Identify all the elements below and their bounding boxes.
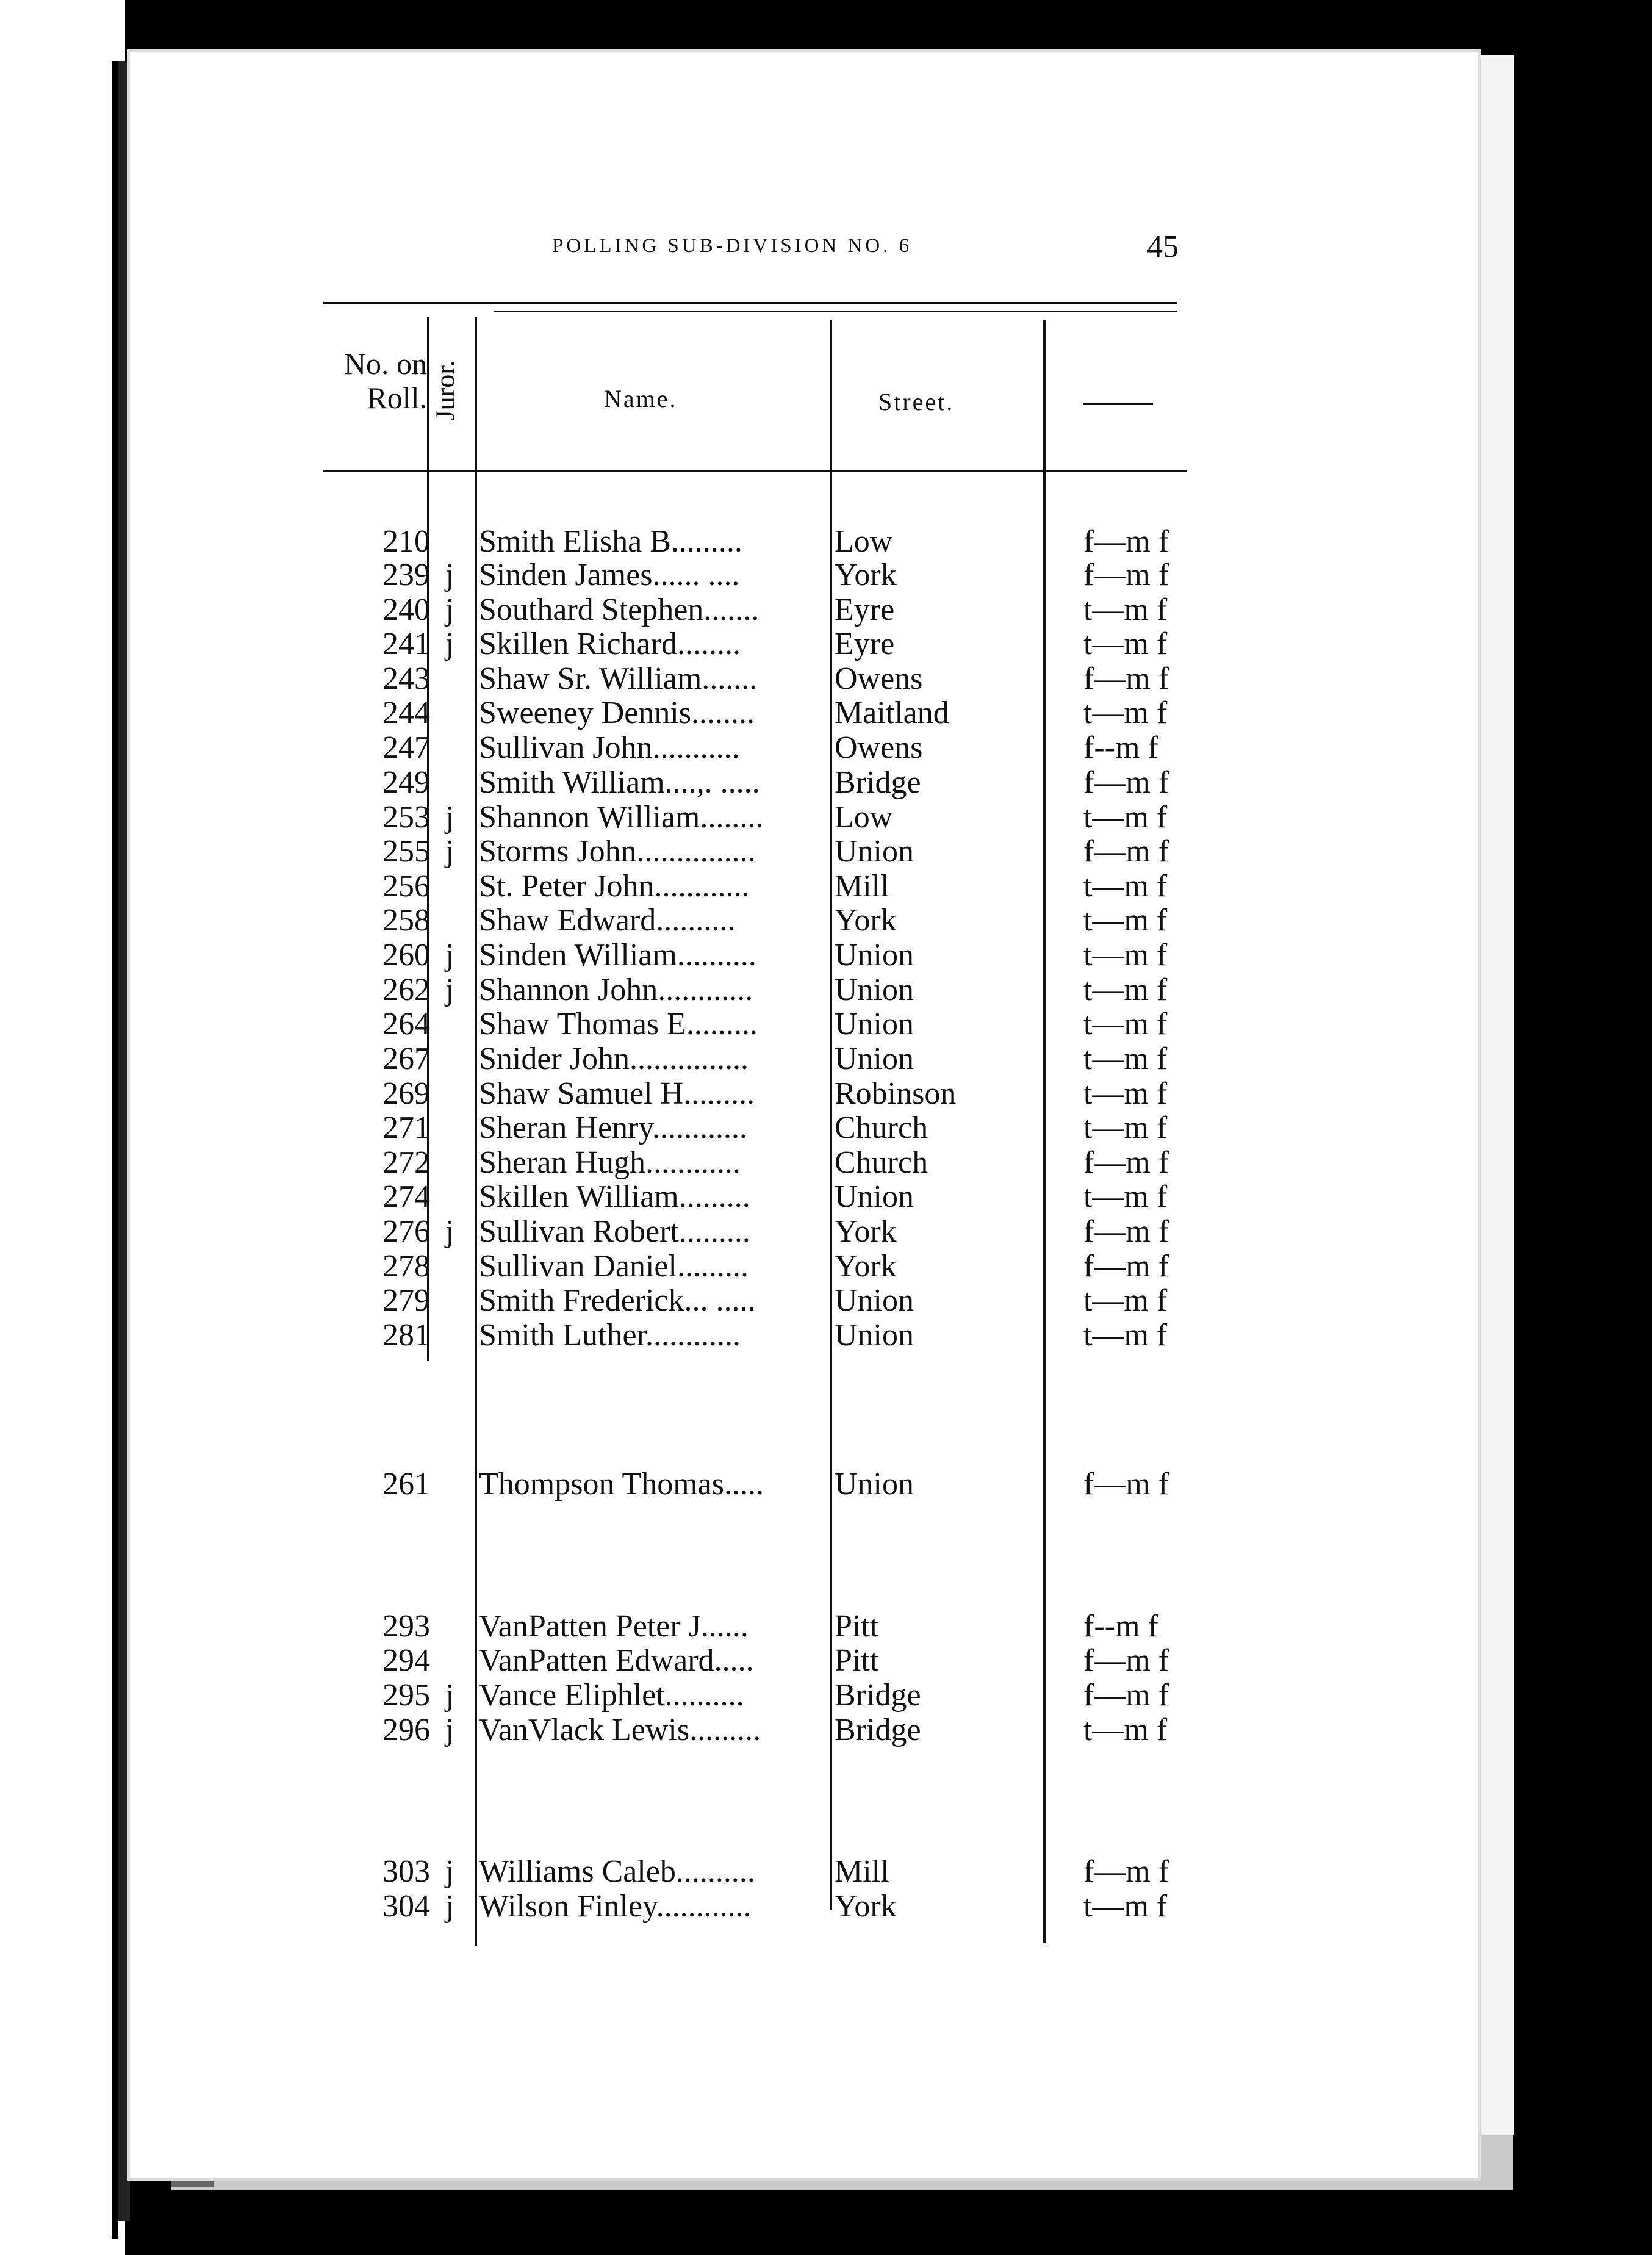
juror-mark: j xyxy=(445,834,454,869)
voter-name: Shaw Thomas E......... xyxy=(479,1007,758,1041)
street-name: Union xyxy=(835,1283,914,1318)
voter-name: Thompson Thomas..... xyxy=(479,1467,764,1502)
voter-name: Sullivan Daniel......... xyxy=(479,1249,749,1284)
qualification-code: t—m f xyxy=(1083,1283,1168,1318)
qualification-code: f—m f xyxy=(1083,1854,1169,1889)
street-name: Pitt xyxy=(835,1643,879,1678)
voter-name: Smith Frederick... ..... xyxy=(479,1283,756,1318)
street-name: Mill xyxy=(835,869,889,904)
qualification-code: t—m f xyxy=(1083,903,1168,938)
roll-number: 279 xyxy=(382,1283,430,1318)
qualification-code: t—m f xyxy=(1083,1889,1168,1924)
qualification-code: t—m f xyxy=(1083,973,1168,1007)
qualification-code: t—m f xyxy=(1083,1076,1168,1111)
juror-mark: j xyxy=(445,1889,454,1924)
page-number: 45 xyxy=(1147,229,1179,264)
voter-name: Shaw Edward.......... xyxy=(479,903,736,938)
voter-name: Shannon William........ xyxy=(479,800,764,835)
qualification-code: f—m f xyxy=(1083,1643,1169,1678)
street-name: Eyre xyxy=(835,627,895,661)
juror-mark: j xyxy=(445,1713,454,1747)
roll-number: 243 xyxy=(382,661,430,696)
qualification-code: t—m f xyxy=(1083,696,1168,730)
juror-mark: j xyxy=(445,1854,454,1889)
voter-name: Smith Luther............ xyxy=(479,1318,741,1353)
roll-number: 295 xyxy=(382,1678,430,1713)
street-name: Mill xyxy=(835,1854,889,1889)
street-name: York xyxy=(835,1889,897,1924)
qualification-code: t—m f xyxy=(1083,1318,1168,1353)
voter-name: Storms John............... xyxy=(479,834,756,869)
roll-number: 278 xyxy=(382,1249,430,1284)
qualification-code: f--m f xyxy=(1083,1609,1158,1644)
juror-mark: j xyxy=(445,1678,454,1713)
voter-name: Sullivan Robert......... xyxy=(479,1214,750,1249)
street-name: Church xyxy=(835,1110,928,1145)
qualification-code: t—m f xyxy=(1083,592,1168,627)
street-name: Pitt xyxy=(835,1609,879,1644)
qualification-code: f—m f xyxy=(1083,524,1169,559)
street-name: Bridge xyxy=(835,765,921,800)
juror-mark: j xyxy=(445,973,454,1007)
running-head: POLLING SUB-DIVISION NO. 6 xyxy=(552,235,913,257)
voter-name: Skillen Richard........ xyxy=(479,627,741,661)
street-name: York xyxy=(835,1249,897,1284)
juror-mark: j xyxy=(445,627,454,661)
column-header-name: Name. xyxy=(604,385,678,412)
roll-number: 267 xyxy=(382,1041,430,1076)
voter-name: Snider John............... xyxy=(479,1041,749,1076)
voter-name: St. Peter John............ xyxy=(479,869,750,904)
roll-number: 272 xyxy=(382,1145,430,1180)
street-name: Union xyxy=(835,834,914,869)
roll-number: 304 xyxy=(382,1889,430,1924)
roll-number: 303 xyxy=(382,1854,430,1889)
voter-name: Sheran Hugh............ xyxy=(479,1145,741,1180)
street-name: Church xyxy=(835,1145,928,1180)
voter-name: VanPatten Edward..... xyxy=(479,1643,754,1678)
voter-name: Wilson Finley............ xyxy=(479,1889,752,1924)
voter-name: Sinden James...... .... xyxy=(479,558,740,592)
juror-mark: j xyxy=(445,938,454,973)
roll-number: 258 xyxy=(382,903,430,938)
column-header-street: Street. xyxy=(878,388,955,415)
roll-number: 249 xyxy=(382,765,430,800)
street-name: Owens xyxy=(835,730,923,765)
voter-name: Sinden William.......... xyxy=(479,938,756,973)
qualification-code: f—m f xyxy=(1083,1214,1169,1249)
street-name: Low xyxy=(835,800,893,835)
voter-name: Southard Stephen....... xyxy=(479,592,760,627)
street-name: Low xyxy=(835,524,893,559)
roll-number: 294 xyxy=(382,1643,430,1678)
juror-mark: j xyxy=(445,558,454,592)
street-name: Union xyxy=(835,1318,914,1353)
roll-number: 244 xyxy=(382,696,430,730)
column-header-no-on-roll-line2: Roll. xyxy=(367,381,427,415)
juror-mark: j xyxy=(445,800,454,835)
street-name: Union xyxy=(835,1007,914,1041)
qualification-code: t—m f xyxy=(1083,627,1168,661)
voter-name: VanVlack Lewis......... xyxy=(479,1713,761,1747)
street-name: Union xyxy=(835,1179,914,1214)
street-name: Bridge xyxy=(835,1713,921,1747)
qualification-code: f—m f xyxy=(1083,661,1169,696)
qualification-code: t—m f xyxy=(1083,1041,1168,1076)
roll-number: 239 xyxy=(382,558,430,592)
qualification-code: f—m f xyxy=(1083,834,1169,869)
qualification-code: f—m f xyxy=(1083,765,1169,800)
street-name: York xyxy=(835,558,897,592)
street-name: Bridge xyxy=(835,1678,921,1713)
qualification-code: t—m f xyxy=(1083,1007,1168,1041)
roll-number: 274 xyxy=(382,1179,430,1214)
qualification-code: t—m f xyxy=(1083,869,1168,904)
juror-mark: j xyxy=(445,592,454,627)
voter-name: Vance Eliphlet.......... xyxy=(479,1678,744,1713)
street-name: Union xyxy=(835,973,914,1007)
voter-name: Shannon John............ xyxy=(479,973,753,1007)
roll-number: 276 xyxy=(382,1214,430,1249)
roll-number: 269 xyxy=(382,1076,430,1111)
voter-name: Smith William....,. ..... xyxy=(479,765,760,800)
street-name: Owens xyxy=(835,661,923,696)
roll-number: 253 xyxy=(382,800,430,835)
qualification-code: t—m f xyxy=(1083,1179,1168,1214)
qualification-code: t—m f xyxy=(1083,938,1168,973)
qualification-code: t—m f xyxy=(1083,1713,1168,1747)
voter-name: VanPatten Peter J...... xyxy=(479,1609,749,1644)
qualification-code: f—m f xyxy=(1083,1678,1169,1713)
roll-number: 255 xyxy=(382,834,430,869)
street-name: Union xyxy=(835,938,914,973)
qualification-code: f—m f xyxy=(1083,558,1169,592)
voter-name: Williams Caleb.......... xyxy=(479,1854,755,1889)
roll-number: 260 xyxy=(382,938,430,973)
voter-name: Shaw Sr. William....... xyxy=(479,661,758,696)
roll-number: 296 xyxy=(382,1713,430,1747)
juror-mark: j xyxy=(445,1214,454,1249)
roll-number: 281 xyxy=(382,1318,430,1353)
street-name: Maitland xyxy=(835,696,949,730)
roll-number: 261 xyxy=(382,1467,430,1502)
roll-number: 271 xyxy=(382,1110,430,1145)
roll-number: 256 xyxy=(382,869,430,904)
qualification-code: f—m f xyxy=(1083,1249,1169,1284)
street-name: Union xyxy=(835,1041,914,1076)
street-name: Union xyxy=(835,1467,914,1502)
voter-name: Sullivan John........... xyxy=(479,730,740,765)
voter-name: Shaw Samuel H......... xyxy=(479,1076,755,1111)
street-name: York xyxy=(835,1214,897,1249)
roll-number: 293 xyxy=(382,1609,430,1644)
qualification-code: f—m f xyxy=(1083,1467,1169,1502)
street-name: York xyxy=(835,903,897,938)
qualification-code: t—m f xyxy=(1083,1110,1168,1145)
roll-number: 210 xyxy=(382,524,430,559)
voter-name: Smith Elisha B......... xyxy=(479,524,742,559)
roll-number: 240 xyxy=(382,592,430,627)
roll-number: 262 xyxy=(382,973,430,1007)
street-name: Eyre xyxy=(835,592,895,627)
column-header-juror-label: Juror. xyxy=(430,360,461,421)
roll-number: 241 xyxy=(382,627,430,661)
voter-name: Sweeney Dennis........ xyxy=(479,696,755,730)
qualification-code: f—m f xyxy=(1083,1145,1169,1180)
voter-name: Skillen William......... xyxy=(479,1179,750,1214)
roll-number: 264 xyxy=(382,1007,430,1041)
roll-number: 247 xyxy=(382,730,430,765)
column-header-no-on-roll-line1: No. on xyxy=(343,347,427,381)
street-name: Robinson xyxy=(835,1076,957,1111)
qualification-code: f--m f xyxy=(1083,730,1158,765)
voter-name: Sheran Henry............ xyxy=(479,1110,747,1145)
qualification-code: t—m f xyxy=(1083,800,1168,835)
